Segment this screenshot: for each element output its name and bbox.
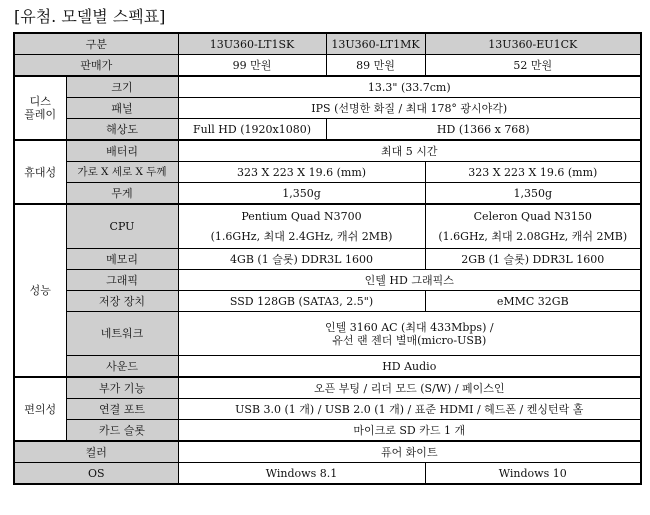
os-value-1: Windows 8.1 [178,463,425,485]
storage-label: 저장 장치 [66,291,178,312]
dimensions-label: 가로 X 세로 X 두께 [66,162,178,183]
card-row [14,420,641,442]
card-value: 마이크로 SD 카드 1 개 [178,420,641,442]
display-size-label: 크기 [66,76,178,98]
network-line-2: 유선 랜 젠더 별매(micro-USB) [332,333,487,347]
extra-label: 부가 기능 [66,377,178,399]
battery-row [14,140,641,162]
weight-value-2: 1,350g [425,183,641,205]
color-label: 컬러 [14,441,178,463]
display-resolution-value-2: HD (1366 x 768) [326,119,641,141]
cpu-detail-2: (1.6GHz, 최대 2.08GHz, 캐쉬 2MB) [438,230,628,243]
header-model-2: 13U360-LT1MK [326,33,425,55]
price-model-1: 99 만원 [178,55,326,77]
storage-row [14,291,641,312]
sound-label: 사운드 [66,356,178,378]
memory-value-1: 4GB (1 슬롯) DDR3L 1600 [178,249,425,270]
price-model-2: 89 만원 [326,55,425,77]
network-row [14,312,641,356]
display-resolution-label: 해상도 [66,119,178,141]
network-line-1: 인텔 3160 AC (최대 433Mbps) / [324,320,494,334]
memory-value-2: 2GB (1 슬롯) DDR3L 1600 [425,249,641,270]
cpu-row [14,204,641,249]
display-size-value: 13.3" (33.7cm) [178,76,641,98]
color-value: 퓨어 화이트 [178,441,641,463]
os-label: OS [14,463,178,485]
convenience-group-label: 편의성 [14,377,66,441]
header-model-3: 13U360-EU1CK [425,33,641,55]
graphics-value: 인텔 HD 그래픽스 [178,270,641,291]
card-label: 카드 슬롯 [66,420,178,442]
price-model-3: 52 만원 [425,55,641,77]
battery-value: 최대 5 시간 [178,140,641,162]
ports-value: USB 3.0 (1 개) / USB 2.0 (1 개) / 표준 HDMI / 헤드폰 / 켄싱턴락 홀 [178,399,641,420]
cpu-value-1 [178,204,425,249]
spec-table [13,32,642,485]
price-row [14,55,641,77]
extra-value: 오픈 부팅 / 리더 모드 (S/W) / 페이스인 [178,377,641,399]
battery-label: 배터리 [66,140,178,162]
color-row [14,441,641,463]
cpu-name-1: Pentium Quad N3700 [241,210,362,223]
portability-group-label: 휴대성 [14,140,66,204]
cpu-value-2 [425,204,641,249]
graphics-label: 그래픽 [66,270,178,291]
price-label: 판매가 [14,55,178,77]
network-label: 네트워크 [66,312,178,356]
sound-row [14,356,641,378]
table-caption: [유첨. 모델별 스펙표] [14,7,166,26]
header-row [14,33,641,55]
cpu-name-2: Celeron Quad N3150 [473,210,592,223]
network-value [178,312,641,356]
ports-label: 연결 포트 [66,399,178,420]
performance-group-label: 성능 [14,204,66,377]
header-model-1: 13U360-LT1SK [178,33,326,55]
sound-value: HD Audio [178,356,641,378]
weight-value-1: 1,350g [178,183,425,205]
cpu-label: CPU [66,204,178,249]
weight-label: 무게 [66,183,178,205]
os-value-2: Windows 10 [425,463,641,485]
storage-value-2: eMMC 32GB [425,291,641,312]
extra-row [14,377,641,399]
graphics-row [14,270,641,291]
cpu-detail-1: (1.6GHz, 최대 2.4GHz, 캐쉬 2MB) [210,230,393,243]
display-size-row [14,76,641,98]
display-resolution-value-1: Full HD (1920x1080) [178,119,326,141]
display-resolution-row [14,119,641,141]
display-panel-label: 패널 [66,98,178,119]
dimensions-value-1: 323 X 223 X 19.6 (mm) [178,162,425,183]
dimensions-value-2: 323 X 223 X 19.6 (mm) [425,162,641,183]
storage-value-1: SSD 128GB (SATA3, 2.5") [178,291,425,312]
display-panel-row [14,98,641,119]
header-label: 구분 [14,33,178,55]
os-row [14,463,641,485]
memory-label: 메모리 [66,249,178,270]
display-panel-value: IPS (선명한 화질 / 최대 178° 광시야각) [178,98,641,119]
memory-row [14,249,641,270]
display-group-label: 디스 플레이 [14,76,66,140]
dimensions-row [14,162,641,183]
ports-row [14,399,641,420]
weight-row [14,183,641,205]
